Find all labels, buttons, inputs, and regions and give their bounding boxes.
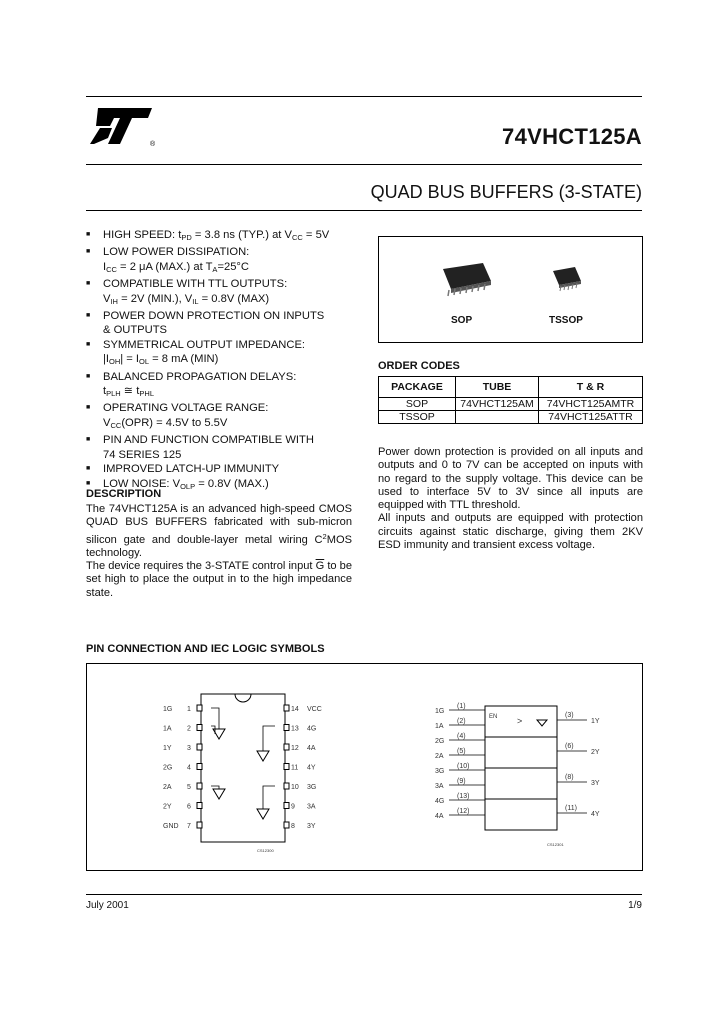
feature-text: OH	[109, 357, 121, 367]
dip-left-pin-name: 2G	[163, 764, 173, 772]
tssop-package-icon	[547, 263, 587, 297]
feature-text: ≅ t	[120, 385, 140, 398]
dip-right-pin-name: 3Y	[307, 823, 316, 830]
feature-text: PD	[181, 233, 192, 242]
table-row	[379, 398, 643, 411]
iec-output-name: 4Y	[591, 811, 600, 818]
description-p1a: The 74VHCT125A is an advanced high-speed CMOS QUAD BUS BUFFERS fabricated with sub-micron silicon gate and double-layer metal wiring C	[86, 503, 352, 546]
dip-left-pin-num: 7	[187, 823, 191, 830]
iec-output-num: (11)	[565, 805, 577, 812]
iec-input-num: (2)	[457, 718, 466, 725]
iec-output-name: 1Y	[591, 718, 600, 725]
dip-left-pin-name: 1A	[163, 725, 172, 733]
dip-left-pin-num: 2	[187, 725, 191, 733]
feature-text: IH	[110, 296, 118, 306]
col-package: PACKAGE	[379, 377, 456, 398]
feature-item	[86, 277, 356, 309]
iec-input-num: (10)	[457, 763, 470, 770]
st-logo-icon	[90, 104, 154, 148]
description-text	[86, 503, 352, 600]
description-g-overline: $\overline{G}$	[315, 560, 325, 573]
logo-registered: ®	[150, 141, 156, 148]
features-list	[86, 228, 356, 494]
feature-item	[86, 462, 356, 476]
bullet-icon: ■	[86, 231, 91, 238]
package-box	[378, 236, 643, 343]
dip-left-pin-num: 3	[187, 745, 191, 752]
feature-text: = 3.8 ns (TYP.) at V	[191, 229, 292, 241]
feature-text: IMPROVED LATCH-UP IMMUNITY	[103, 463, 280, 476]
iec-output-name: 3Y	[591, 780, 600, 787]
order-codes-heading: ORDER CODES	[378, 360, 460, 372]
iec-input-name: 3A	[435, 783, 444, 790]
iec-input-num: (5)	[457, 748, 466, 755]
iec-input-num: (9)	[457, 778, 466, 785]
dip-right-pin-name: 4Y	[307, 764, 316, 772]
feature-text: t	[103, 385, 107, 398]
dip-pin-left	[197, 822, 202, 828]
order-codes-table	[378, 376, 643, 424]
wire	[263, 726, 275, 751]
bullet-icon: ■	[86, 340, 91, 348]
footer-date: July 2001	[86, 900, 129, 911]
dip-right-pin-name: 4G	[307, 725, 317, 733]
iec-input-name: 4G	[435, 798, 445, 805]
dip-notch	[235, 694, 251, 702]
part-number: 74VHCT125A	[502, 124, 642, 149]
feature-text: PLH	[106, 389, 121, 399]
table-cell: 74VHCT125AMTR	[539, 398, 643, 411]
dip-pin-left	[197, 705, 202, 711]
dip-right-pin-name: VCC	[307, 706, 322, 713]
feature-item	[86, 401, 356, 433]
title-rule	[86, 164, 642, 165]
dip-left-pin-num: 4	[187, 764, 191, 772]
dip-pin-right	[284, 764, 289, 770]
dip-right-pin-num: 9	[291, 803, 295, 811]
feature-text: OPERATING VOLTAGE RANGE:	[103, 402, 269, 415]
bullet-icon: ■	[86, 465, 91, 473]
feature-text: A	[212, 264, 218, 274]
dip-body	[201, 694, 285, 842]
feature-text: |I	[103, 353, 110, 366]
iec-input-name: 3G	[435, 768, 445, 775]
feature-text: | = I	[120, 353, 140, 366]
feature-item	[86, 245, 356, 277]
feature-text: = 5V	[302, 229, 330, 241]
iec-input-num: (12)	[457, 808, 470, 815]
table-cell: TSSOP	[379, 411, 456, 424]
iec-output-num: (8)	[565, 774, 574, 781]
dip-right-pin-num: 10	[291, 784, 299, 791]
feature-text: = 2V (MIN.), V	[117, 292, 193, 305]
wire	[211, 726, 215, 734]
feature-text: PHL	[139, 389, 154, 399]
dip-right-pin-num: 14	[291, 706, 299, 713]
feature-text: LOW POWER DISSIPATION:	[103, 246, 250, 259]
iec-tristate-icon	[537, 720, 547, 726]
dip-right-pin-name: 3G	[307, 784, 317, 791]
feature-text: BALANCED PROPAGATION DELAYS:	[103, 370, 297, 383]
iec-output-num: (3)	[565, 712, 574, 719]
iec-input-name: 1A	[435, 723, 444, 730]
bullet-icon: ■	[86, 436, 91, 444]
feature-text: COMPATIBLE WITH TTL OUTPUTS:	[103, 278, 288, 291]
dip-pin-left	[197, 803, 202, 809]
feature-text: CC	[291, 233, 303, 242]
dip-pin-left	[197, 764, 202, 770]
dip-right-pin-num: 8	[291, 823, 295, 830]
right-description	[378, 446, 643, 552]
dip-pin-right	[284, 725, 289, 731]
dip-pin-right	[284, 783, 289, 789]
feature-text: & OUTPUTS	[103, 324, 168, 337]
feature-text: LOW NOISE: V	[103, 477, 181, 490]
buffer-gate-icon	[257, 751, 269, 761]
subtitle-rule	[86, 210, 642, 211]
buffer-gate-icon	[213, 789, 225, 799]
feature-text: POWER DOWN PROTECTION ON INPUTS	[103, 310, 325, 323]
col-tr: T & R	[539, 377, 643, 398]
feature-text: 74 SERIES 125	[103, 448, 182, 461]
footer-page: 1/9	[628, 900, 642, 911]
pin-connection-box	[86, 663, 643, 871]
bullet-icon: ■	[86, 312, 91, 320]
feature-text: I	[103, 260, 107, 273]
iec-output-num: (6)	[565, 743, 574, 750]
sop-package-icon	[437, 259, 497, 301]
feature-text: PIN AND FUNCTION COMPATIBLE WITH	[103, 434, 314, 447]
bullet-icon: ■	[86, 404, 91, 412]
iec-input-name: 1G	[435, 708, 445, 715]
feature-item	[86, 228, 356, 245]
iec-input-num: (13)	[457, 793, 470, 800]
wire	[263, 786, 275, 809]
feature-text: OL	[139, 357, 150, 367]
feature-text: = 0.8V (MAX.)	[195, 477, 269, 490]
pin-connection-heading: PIN CONNECTION AND IEC LOGIC SYMBOLS	[86, 643, 325, 655]
feature-text: = 0.8V (MAX)	[198, 292, 270, 305]
feature-text: OLP	[180, 481, 196, 491]
feature-text: = 2 μA (MAX.) at T	[116, 260, 213, 273]
feature-text: IL	[192, 296, 199, 306]
iec-input-name: 2G	[435, 738, 445, 745]
feature-text: V	[103, 416, 111, 429]
dip-right-pin-name: 3A	[307, 803, 316, 811]
table-cell: SOP	[379, 398, 456, 411]
dip-pin-right	[284, 822, 289, 828]
feature-text: =25°C	[217, 260, 249, 273]
right-p2: All inputs and outputs are equipped with protection circuits against static discharge, giving them 2KV ESD immunity and transient excess voltage.	[378, 512, 643, 552]
dip-right-pin-num: 11	[291, 764, 299, 772]
dip-pin-left	[197, 783, 202, 789]
table-cell: 74VHCT125ATTR	[539, 411, 643, 424]
dip-left-pin-name: 2Y	[163, 803, 172, 811]
iec-input-num: (1)	[457, 703, 466, 710]
bullet-icon: ■	[86, 479, 91, 487]
feature-text: = 8 mA (MIN)	[149, 353, 219, 366]
feature-item	[86, 338, 356, 370]
table-cell: 74VHCT125AM	[456, 398, 539, 411]
tssop-label: TSSOP	[549, 315, 583, 326]
pin-diagram-svg	[87, 664, 642, 870]
dip-left-pin-name: 2A	[163, 784, 172, 791]
dip-pin-left	[197, 744, 202, 750]
description-p1b: MOS technology.	[86, 533, 352, 559]
document-subtitle: QUAD BUS BUFFERS (3-STATE)	[370, 182, 642, 202]
dip-pin-right	[284, 744, 289, 750]
feature-item	[86, 370, 356, 402]
dip-pin-left	[197, 725, 202, 731]
dip-pin-right	[284, 705, 289, 711]
bullet-icon: ■	[86, 280, 91, 288]
description-heading: DESCRIPTION	[86, 488, 162, 500]
description-p2a: The device requires the 3-STATE control input	[86, 560, 316, 573]
description-p1-sup: 2	[322, 531, 327, 541]
iec-output-name: 2Y	[591, 749, 600, 756]
top-rule	[86, 96, 642, 97]
dip-right-pin-name: 4A	[307, 745, 316, 752]
feature-text: V	[103, 292, 111, 305]
feature-item	[86, 309, 356, 338]
footer-rule	[86, 894, 642, 895]
dip-pin-right	[284, 803, 289, 809]
iec-buffer-symbol: >	[517, 716, 523, 726]
table-cell	[456, 411, 539, 424]
sop-label: SOP	[451, 315, 473, 326]
dip-left-pin-name: 1G	[163, 706, 173, 713]
col-tube: TUBE	[456, 377, 539, 398]
dip-right-pin-num: 13	[291, 725, 299, 733]
iec-input-num: (4)	[457, 733, 466, 740]
feature-text: (OPR) = 4.5V to 5.5V	[121, 416, 228, 429]
dip-left-pin-name: 1Y	[163, 745, 172, 752]
iec-input-name: 2A	[435, 753, 444, 760]
feature-item	[86, 433, 356, 462]
dip-left-pin-num: 1	[187, 706, 191, 713]
dip-left-pin-name: GND	[163, 823, 179, 830]
feature-text: HIGH SPEED: t	[103, 229, 182, 241]
feature-text: SYMMETRICAL OUTPUT IMPEDANCE:	[103, 338, 306, 351]
bullet-icon: ■	[86, 248, 91, 256]
feature-text: CC	[106, 264, 117, 274]
right-p1: Power down protection is provided on all inputs and outputs and 0 to 7V can be accepted on inputs with no regard to the supply voltage. This device can be used to interface 5V to 3V since all inputs are equipped with TTL threshold.	[378, 446, 643, 512]
dip-left-pin-num: 5	[187, 784, 191, 791]
table-row	[379, 411, 643, 424]
dip-left-pin-num: 6	[187, 803, 191, 811]
dip-right-pin-num: 12	[291, 745, 299, 752]
iec-input-name: 4A	[435, 813, 444, 820]
description-p2b: to be set high to place the output in to the high impedance state.	[86, 560, 352, 599]
buffer-gate-icon	[257, 809, 269, 819]
bullet-icon: ■	[86, 372, 91, 380]
iec-en-label: EN	[489, 714, 498, 720]
feature-text: CC	[110, 420, 122, 430]
fig-left-id: CS12300	[257, 848, 274, 853]
fig-right-id: CS12301	[547, 842, 564, 847]
